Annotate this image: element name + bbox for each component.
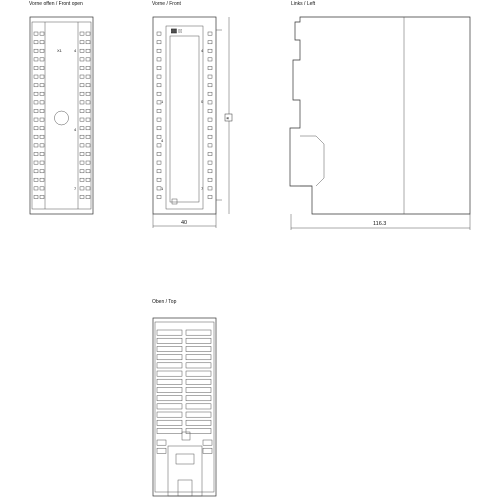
terminal-slot bbox=[40, 66, 44, 69]
terminal-slot bbox=[208, 92, 212, 95]
terminal-slot bbox=[40, 170, 44, 173]
terminal-slot bbox=[40, 152, 44, 155]
terminal-slot bbox=[86, 144, 90, 147]
top-cell bbox=[186, 355, 211, 360]
terminal-slot bbox=[157, 178, 161, 181]
terminal-slot bbox=[86, 58, 90, 61]
terminal-slot bbox=[34, 144, 38, 147]
terminal-slot bbox=[157, 161, 161, 164]
front-open-marker-4a: 4 bbox=[74, 48, 77, 53]
front-marker-1a: 1 bbox=[161, 99, 164, 104]
terminal-slot bbox=[40, 127, 44, 130]
label-top: Oben / Top bbox=[152, 299, 177, 305]
terminal-slot bbox=[34, 187, 38, 190]
top-cell bbox=[157, 396, 182, 401]
terminal-slot bbox=[208, 118, 212, 121]
terminal-slot bbox=[40, 84, 44, 87]
left-depth-dimension: 116.3 bbox=[373, 221, 387, 227]
terminal-slot bbox=[80, 152, 84, 155]
terminal-slot bbox=[86, 92, 90, 95]
top-cell bbox=[157, 428, 182, 433]
terminal-slot bbox=[208, 135, 212, 138]
terminal-slot bbox=[40, 49, 44, 52]
terminal-slot bbox=[157, 195, 161, 198]
terminal-slot bbox=[80, 66, 84, 69]
front-open-marker-4b: 4 bbox=[74, 127, 77, 132]
terminal-slot bbox=[34, 135, 38, 138]
terminal-slot bbox=[34, 41, 38, 44]
terminal-slot bbox=[208, 101, 212, 104]
terminal-slot bbox=[208, 49, 212, 52]
terminal-slot bbox=[40, 161, 44, 164]
top-cell bbox=[157, 363, 182, 368]
terminal-slot bbox=[86, 152, 90, 155]
front-marker-7: 7 bbox=[201, 186, 204, 191]
terminal-slot bbox=[208, 170, 212, 173]
top-cell bbox=[157, 448, 166, 453]
top-cell bbox=[186, 363, 211, 368]
terminal-slot bbox=[208, 161, 212, 164]
terminal-slot bbox=[208, 109, 212, 112]
terminal-slot bbox=[208, 178, 212, 181]
terminal-slot bbox=[40, 118, 44, 121]
terminal-slot bbox=[157, 118, 161, 121]
terminal-slot bbox=[34, 178, 38, 181]
terminal-slot bbox=[157, 41, 161, 44]
terminal-slot bbox=[86, 187, 90, 190]
terminal-slot bbox=[40, 187, 44, 190]
terminal-slot bbox=[80, 109, 84, 112]
top-cell bbox=[186, 387, 211, 392]
terminal-slot bbox=[34, 109, 38, 112]
top-cell bbox=[186, 330, 211, 335]
terminal-slot bbox=[157, 127, 161, 130]
label-left: Links / Left bbox=[291, 1, 316, 7]
terminal-slot bbox=[40, 41, 44, 44]
terminal-slot bbox=[208, 32, 212, 35]
terminal-slot bbox=[34, 170, 38, 173]
terminal-slot bbox=[80, 84, 84, 87]
terminal-slot bbox=[80, 127, 84, 130]
terminal-slot bbox=[80, 178, 84, 181]
terminal-slot bbox=[86, 66, 90, 69]
terminal-slot bbox=[80, 92, 84, 95]
terminal-slot bbox=[40, 92, 44, 95]
terminal-slot bbox=[157, 49, 161, 52]
terminal-slot bbox=[157, 84, 161, 87]
top-cell bbox=[157, 440, 166, 445]
terminal-slot bbox=[157, 152, 161, 155]
terminal-slot bbox=[208, 144, 212, 147]
front-marker-4a: 4 bbox=[201, 48, 204, 53]
terminal-slot bbox=[80, 118, 84, 121]
terminal-slot bbox=[40, 195, 44, 198]
terminal-slot bbox=[34, 84, 38, 87]
front-marker-1b: 1 bbox=[161, 186, 164, 191]
terminal-slot bbox=[80, 170, 84, 173]
top-cell bbox=[203, 448, 212, 453]
top-cell bbox=[186, 346, 211, 351]
top-view bbox=[153, 318, 216, 496]
top-cell bbox=[186, 404, 211, 409]
terminal-slot bbox=[34, 66, 38, 69]
terminal-slot bbox=[157, 170, 161, 173]
terminal-slot bbox=[40, 144, 44, 147]
terminal-slot bbox=[86, 84, 90, 87]
terminal-slot bbox=[157, 32, 161, 35]
terminal-slot bbox=[86, 32, 90, 35]
terminal-slot bbox=[80, 58, 84, 61]
terminal-slot bbox=[40, 135, 44, 138]
terminal-slot bbox=[34, 32, 38, 35]
terminal-slot bbox=[86, 75, 90, 78]
top-cell bbox=[157, 404, 182, 409]
top-cell bbox=[157, 412, 182, 417]
top-cell bbox=[186, 371, 211, 376]
top-cell bbox=[157, 346, 182, 351]
terminal-slot bbox=[208, 127, 212, 130]
terminal-slot bbox=[86, 49, 90, 52]
top-cell bbox=[203, 440, 212, 445]
terminal-slot bbox=[34, 152, 38, 155]
front-open-marker-7: 7 bbox=[74, 186, 77, 191]
terminal-slot bbox=[34, 161, 38, 164]
top-cell bbox=[157, 379, 182, 384]
terminal-slot bbox=[208, 84, 212, 87]
label-front: Vorne / Front bbox=[152, 1, 181, 7]
terminal-slot bbox=[208, 66, 212, 69]
front-marker-4b: 4 bbox=[161, 138, 164, 143]
terminal-slot bbox=[34, 127, 38, 130]
terminal-slot bbox=[34, 101, 38, 104]
terminal-slot bbox=[208, 187, 212, 190]
top-cell bbox=[186, 412, 211, 417]
terminal-slot bbox=[157, 144, 161, 147]
terminal-slot bbox=[80, 144, 84, 147]
terminal-slot bbox=[86, 170, 90, 173]
terminal-slot bbox=[157, 66, 161, 69]
terminal-slot bbox=[86, 135, 90, 138]
svg-text:≋: ≋ bbox=[226, 115, 230, 121]
front-open-view bbox=[30, 17, 93, 214]
top-cell bbox=[157, 330, 182, 335]
terminal-slot bbox=[86, 195, 90, 198]
terminal-slot bbox=[80, 187, 84, 190]
terminal-slot bbox=[40, 58, 44, 61]
terminal-slot bbox=[157, 109, 161, 112]
label-front-open: Vorne offen / Front open bbox=[29, 1, 83, 7]
terminal-slot bbox=[40, 109, 44, 112]
top-cell bbox=[157, 387, 182, 392]
terminal-slot bbox=[80, 49, 84, 52]
terminal-slot bbox=[34, 75, 38, 78]
top-cell bbox=[186, 396, 211, 401]
terminal-slot bbox=[40, 178, 44, 181]
left-view bbox=[290, 17, 470, 230]
front-width-dimension: 40 bbox=[181, 220, 188, 226]
front-view bbox=[153, 17, 232, 228]
top-cell bbox=[186, 379, 211, 384]
terminal-slot bbox=[86, 41, 90, 44]
front-open-marker-x1: X1 bbox=[57, 48, 62, 53]
top-cell bbox=[186, 420, 211, 425]
terminal-slot bbox=[157, 58, 161, 61]
terminal-slot bbox=[80, 75, 84, 78]
terminal-slot bbox=[157, 75, 161, 78]
terminal-slot bbox=[80, 101, 84, 104]
top-cell bbox=[186, 428, 211, 433]
terminal-slot bbox=[80, 135, 84, 138]
terminal-slot bbox=[34, 58, 38, 61]
top-cell bbox=[186, 338, 211, 343]
terminal-slot bbox=[208, 58, 212, 61]
terminal-slot bbox=[80, 195, 84, 198]
terminal-slot bbox=[40, 101, 44, 104]
terminal-slot bbox=[86, 118, 90, 121]
terminal-slot bbox=[208, 152, 212, 155]
terminal-slot bbox=[208, 75, 212, 78]
top-cell bbox=[157, 420, 182, 425]
terminal-slot bbox=[34, 49, 38, 52]
terminal-slot bbox=[208, 195, 212, 198]
terminal-slot bbox=[34, 118, 38, 121]
terminal-slot bbox=[157, 92, 161, 95]
top-cell bbox=[157, 371, 182, 376]
terminal-slot bbox=[80, 41, 84, 44]
terminal-slot bbox=[86, 101, 90, 104]
top-cell bbox=[157, 338, 182, 343]
terminal-slot bbox=[86, 109, 90, 112]
terminal-slot bbox=[80, 32, 84, 35]
terminal-slot bbox=[86, 178, 90, 181]
terminal-slot bbox=[34, 92, 38, 95]
terminal-slot bbox=[80, 161, 84, 164]
top-cell bbox=[157, 355, 182, 360]
terminal-slot bbox=[86, 127, 90, 130]
terminal-slot bbox=[40, 75, 44, 78]
svg-text:▓▓ ▯▯: ▓▓ ▯▯ bbox=[171, 28, 183, 33]
terminal-slot bbox=[34, 195, 38, 198]
front-marker-0: 0 bbox=[201, 99, 204, 104]
terminal-slot bbox=[40, 32, 44, 35]
terminal-slot bbox=[86, 161, 90, 164]
terminal-slot bbox=[208, 41, 212, 44]
